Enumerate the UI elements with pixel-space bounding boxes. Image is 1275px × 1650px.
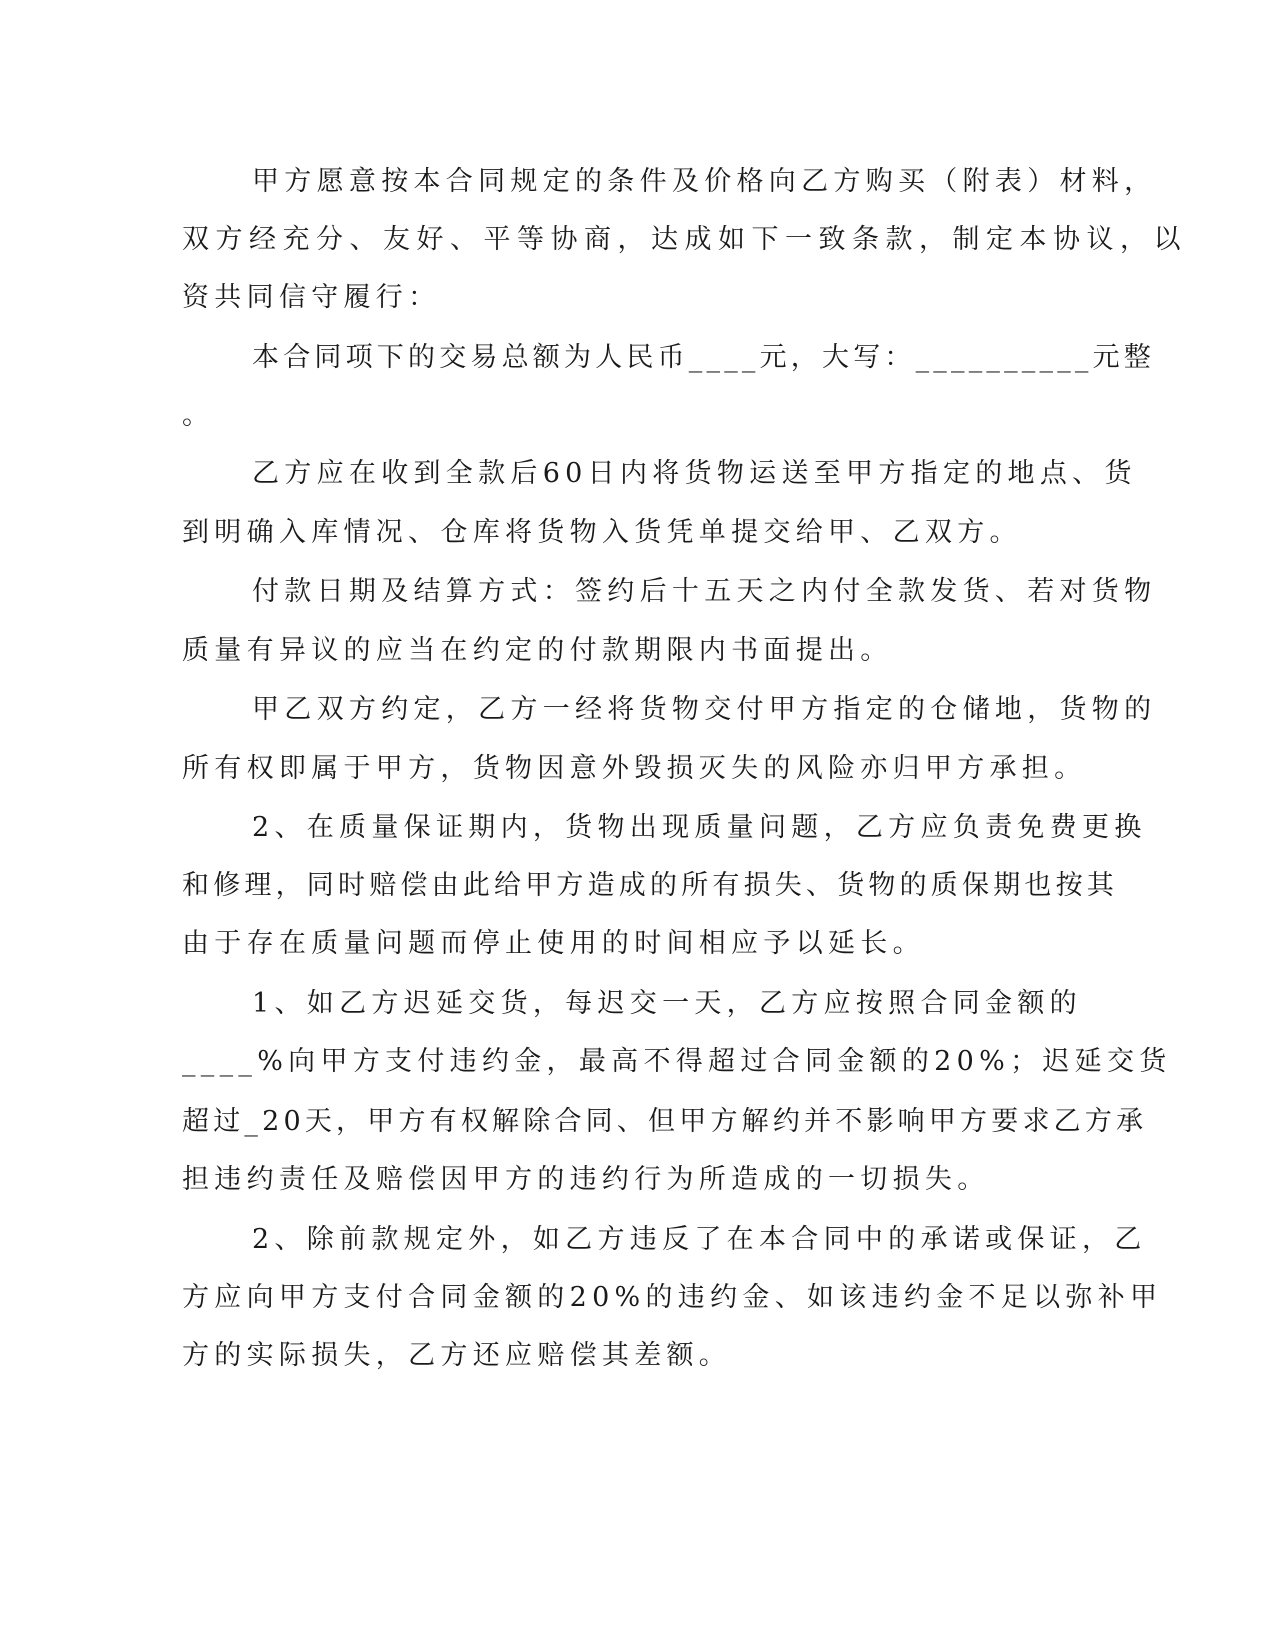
paragraph-2-line-1: 本合同项下的交易总额为人民币____元，大写：__________元整 [252, 342, 1155, 373]
paragraph-3-line-2: 到明确入库情况、仓库将货物入货凭单提交给甲、乙双方。 [182, 517, 1022, 548]
paragraph-6-line-2: 和修理，同时赔偿由此给甲方造成的所有损失、货物的质保期也按其 [182, 870, 1118, 901]
paragraph-6-line-1: 2、在质量保证期内，货物出现质量问题，乙方应负责免费更换 [252, 812, 1147, 843]
paragraph-1-line-3: 资共同信守履行： [182, 282, 441, 313]
paragraph-5-line-2: 所有权即属于甲方，货物因意外毁损灭失的风险亦归甲方承担。 [182, 753, 1087, 784]
paragraph-1-line-2: 双方经充分、友好、平等协商，达成如下一致条款，制定本协议，以 [182, 224, 1187, 255]
paragraph-7-line-4: 担违约责任及赔偿因甲方的违约行为所造成的一切损失。 [182, 1164, 990, 1195]
paragraph-2-line-2: 。 [182, 400, 215, 431]
paragraph-3-line-1: 乙方应在收到全款后60日内将货物运送至甲方指定的地点、货 [252, 458, 1137, 489]
paragraph-7-line-2: ____%向甲方支付违约金，最高不得超过合同金额的20%；迟延交货 [182, 1046, 1172, 1077]
paragraph-7-line-3: 超过_20天，甲方有权解除合同、但甲方解约并不影响甲方要求乙方承 [182, 1106, 1148, 1137]
paragraph-7-line-1: 1、如乙方迟延交货，每迟交一天，乙方应按照合同金额的 [252, 988, 1082, 1019]
paragraph-8-line-2: 方应向甲方支付合同金额的20%的违约金、如该违约金不足以弥补甲 [182, 1282, 1163, 1313]
paragraph-6-line-3: 由于存在质量问题而停止使用的时间相应予以延长。 [182, 928, 925, 959]
paragraph-8-line-3: 方的实际损失，乙方还应赔偿其差额。 [182, 1340, 732, 1371]
paragraph-8-line-1: 2、除前款规定外，如乙方违反了在本合同中的承诺或保证，乙 [252, 1224, 1147, 1255]
paragraph-4-line-2: 质量有异议的应当在约定的付款期限内书面提出。 [182, 635, 893, 666]
paragraph-4-line-1: 付款日期及结算方式：签约后十五天之内付全款发货、若对货物 [252, 576, 1157, 607]
paragraph-5-line-1: 甲乙双方约定，乙方一经将货物交付甲方指定的仓储地，货物的 [252, 694, 1157, 725]
paragraph-1-line-1: 甲方愿意按本合同规定的条件及价格向乙方购买（附表）材料， [252, 166, 1157, 197]
